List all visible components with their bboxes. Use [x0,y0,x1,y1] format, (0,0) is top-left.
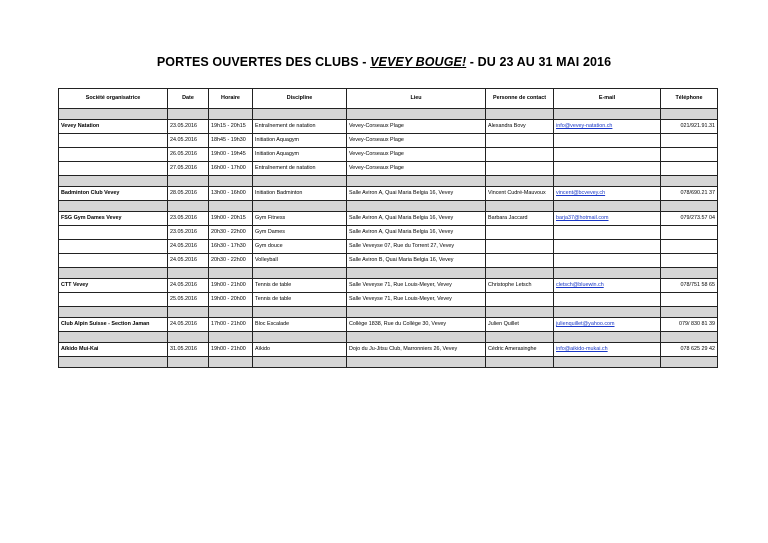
cell-date: 24.05.2016 [168,134,209,148]
cell-email [554,254,661,268]
separator-cell [59,332,168,343]
cell-societe: Vevey Natation [59,120,168,134]
cell-date: 23.05.2016 [168,212,209,226]
separator-cell [59,307,168,318]
separator-cell [661,109,718,120]
cell-lieu: Salle Aviron A, Quai Maria Belgia 16, Vevey [347,212,486,226]
cell-date: 23.05.2016 [168,120,209,134]
col-header-email: E-mail [554,89,661,109]
col-header-lieu: Lieu [347,89,486,109]
separator-cell [253,201,347,212]
separator-cell [209,201,253,212]
separator-cell [554,332,661,343]
separator-cell [661,176,718,187]
cell-lieu: Vevey-Corseaux Plage [347,120,486,134]
title-part3: - DU 23 AU 31 MAI 2016 [466,55,612,69]
cell-lieu: Salle Aviron A, Quai Maria Belgia 16, Vevey [347,226,486,240]
separator-cell [347,268,486,279]
separator-cell [168,357,209,368]
separator-cell [209,109,253,120]
cell-email [554,226,661,240]
cell-date: 31.05.2016 [168,343,209,357]
cell-email[interactable]: vincent@bcvevey.ch [554,187,661,201]
separator-cell [59,176,168,187]
separator-cell [209,268,253,279]
cell-telephone: 079/273.57 04 [661,212,718,226]
table-row [59,212,718,226]
cell-societe [59,226,168,240]
cell-contact: Cédric Amerasinghe [486,343,554,357]
separator-row [59,201,718,212]
cell-telephone [661,293,718,307]
cell-societe [59,254,168,268]
separator-cell [486,307,554,318]
separator-cell [661,268,718,279]
cell-discipline: Gym douce [253,240,347,254]
separator-cell [168,332,209,343]
table-row [59,254,718,268]
separator-cell [554,109,661,120]
cell-date: 24.05.2016 [168,240,209,254]
separator-row [59,268,718,279]
separator-cell [253,109,347,120]
separator-row [59,332,718,343]
cell-societe [59,240,168,254]
table-row [59,240,718,254]
separator-row [59,176,718,187]
cell-societe [59,293,168,307]
table-row [59,343,718,357]
col-header-date: Date [168,89,209,109]
cell-horaire: 19h00 - 19h45 [209,148,253,162]
separator-cell [347,307,486,318]
cell-contact [486,254,554,268]
separator-cell [554,176,661,187]
separator-cell [486,109,554,120]
cell-discipline: Gym Fitness [253,212,347,226]
separator-cell [253,332,347,343]
table-row [59,279,718,293]
table-row [59,162,718,176]
cell-contact: Barbara Jaccard [486,212,554,226]
separator-cell [253,176,347,187]
separator-cell [347,176,486,187]
separator-cell [209,176,253,187]
cell-email[interactable]: info@vevey-natation.ch [554,120,661,134]
cell-date: 25.05.2016 [168,293,209,307]
cell-contact [486,148,554,162]
cell-societe: Aïkido Mui-Kai [59,343,168,357]
cell-lieu: Salle Veveyse 07, Rue du Torrent 27, Vevey [347,240,486,254]
separator-cell [347,332,486,343]
cell-date: 24.05.2016 [168,279,209,293]
cell-horaire: 19h15 - 20h15 [209,120,253,134]
separator-row [59,307,718,318]
cell-telephone: 021/921.91.31 [661,120,718,134]
cell-societe [59,134,168,148]
title-part2: VEVEY BOUGE! [370,55,467,69]
separator-cell [347,109,486,120]
cell-contact: Julien Quillet [486,318,554,332]
cell-horaire: 16h00 - 17h00 [209,162,253,176]
cell-discipline: Bloc Escalade [253,318,347,332]
cell-lieu: Salle Veveyse 71, Rue Louis-Meyer, Vevey [347,279,486,293]
cell-contact [486,134,554,148]
separator-cell [59,357,168,368]
cell-societe: Club Alpin Suisse - Section Jaman [59,318,168,332]
table-row [59,120,718,134]
cell-lieu: Vevey-Corseaux Plage [347,148,486,162]
cell-discipline: Initiation Badminton [253,187,347,201]
col-header-societe: Société organisatrice [59,89,168,109]
separator-cell [486,268,554,279]
separator-cell [209,307,253,318]
cell-discipline: Gym Dames [253,226,347,240]
cell-contact: Alexandra Bovy [486,120,554,134]
cell-telephone: 078/751 58 65 [661,279,718,293]
cell-date: 28.05.2016 [168,187,209,201]
table-row [59,134,718,148]
cell-telephone [661,240,718,254]
cell-email [554,148,661,162]
separator-cell [168,176,209,187]
separator-cell [59,109,168,120]
cell-telephone: 078 625 29 42 [661,343,718,357]
cell-horaire: 18h45 - 19h30 [209,134,253,148]
cell-horaire: 16h30 - 17h30 [209,240,253,254]
separator-cell [661,307,718,318]
cell-date: 24.05.2016 [168,318,209,332]
cell-contact [486,226,554,240]
col-header-telephone: Téléphone [661,89,718,109]
cell-date: 23.05.2016 [168,226,209,240]
cell-societe [59,148,168,162]
cell-contact: Vincent Cudré-Mauvoux [486,187,554,201]
cell-telephone [661,162,718,176]
cell-lieu: Salle Aviron B, Quai Maria Belgia 16, Vevey [347,254,486,268]
cell-horaire: 19h00 - 21h00 [209,343,253,357]
table-row [59,318,718,332]
col-header-contact: Personne de contact [486,89,554,109]
separator-cell [486,357,554,368]
table-row [59,226,718,240]
cell-discipline: Initiation Aquagym [253,148,347,162]
header-row [59,89,718,109]
separator-cell [554,201,661,212]
separator-cell [554,357,661,368]
page-title [0,55,768,69]
separator-cell [661,357,718,368]
cell-contact [486,240,554,254]
separator-cell [486,332,554,343]
separator-cell [168,201,209,212]
separator-cell [209,357,253,368]
cell-email [554,134,661,148]
cell-telephone [661,254,718,268]
separator-cell [168,109,209,120]
cell-contact: Christophe Letsch [486,279,554,293]
cell-email[interactable]: info@aikido-mukai.ch [554,343,661,357]
cell-discipline: Aïkido [253,343,347,357]
separator-cell [661,332,718,343]
separator-cell [486,176,554,187]
cell-lieu: Vevey-Corseaux Plage [347,134,486,148]
table-row [59,293,718,307]
cell-email[interactable]: cletsch@bluewin.ch [554,279,661,293]
cell-societe: CTT Vevey [59,279,168,293]
separator-row [59,357,718,368]
cell-discipline: Tennis de table [253,279,347,293]
cell-discipline: Entraînement de natation [253,120,347,134]
cell-telephone: 079/ 830 81 39 [661,318,718,332]
cell-date: 24.05.2016 [168,254,209,268]
cell-lieu: Salle Veveyse 71, Rue Louis-Meyer, Vevey [347,293,486,307]
separator-cell [661,201,718,212]
cell-email [554,162,661,176]
cell-telephone [661,134,718,148]
cell-telephone [661,226,718,240]
cell-email[interactable]: barja37@hotmail.com [554,212,661,226]
cell-horaire: 19h00 - 21h00 [209,279,253,293]
separator-cell [168,268,209,279]
cell-email[interactable]: julienquillet@yahoo.com [554,318,661,332]
cell-horaire: 19h00 - 20h00 [209,293,253,307]
separator-cell [554,268,661,279]
cell-discipline: Entraînement de natation [253,162,347,176]
separator-cell [209,332,253,343]
cell-telephone: 078/690.21 37 [661,187,718,201]
cell-lieu: Dojo du Ju-Jitsu Club, Marronniers 26, Vevey [347,343,486,357]
separator-cell [253,268,347,279]
clubs-table [58,88,718,368]
separator-cell [253,357,347,368]
table-row [59,148,718,162]
cell-contact [486,293,554,307]
cell-date: 27.05.2016 [168,162,209,176]
cell-discipline: Tennis de table [253,293,347,307]
separator-cell [253,307,347,318]
cell-horaire: 20h30 - 22h00 [209,254,253,268]
separator-cell [59,201,168,212]
cell-horaire: 17h00 - 21h00 [209,318,253,332]
separator-cell [59,268,168,279]
cell-email [554,240,661,254]
separator-cell [168,307,209,318]
cell-lieu: Collège 1838, Rue du Collège 30, Vevey [347,318,486,332]
cell-lieu: Vevey-Corseaux Plage [347,162,486,176]
cell-horaire: 13h00 - 16h00 [209,187,253,201]
separator-cell [347,201,486,212]
cell-societe: FSG Gym Dames Vevey [59,212,168,226]
cell-societe: Badminton Club Vevey [59,187,168,201]
cell-societe [59,162,168,176]
col-header-discipline: Discipline [253,89,347,109]
separator-cell [486,201,554,212]
cell-discipline: Initiation Aquagym [253,134,347,148]
cell-date: 26.05.2016 [168,148,209,162]
col-header-horaire: Horaire [209,89,253,109]
cell-horaire: 19h00 - 20h15 [209,212,253,226]
table-row [59,187,718,201]
title-part1: PORTES OUVERTES DES CLUBS - [156,55,371,69]
cell-contact [486,162,554,176]
cell-telephone [661,148,718,162]
separator-cell [554,307,661,318]
cell-horaire: 20h30 - 22h00 [209,226,253,240]
cell-email [554,293,661,307]
separator-row [59,109,718,120]
cell-lieu: Salle Aviron A, Quai Maria Belgia 16, Vevey [347,187,486,201]
separator-cell [347,357,486,368]
cell-discipline: Volleyball [253,254,347,268]
